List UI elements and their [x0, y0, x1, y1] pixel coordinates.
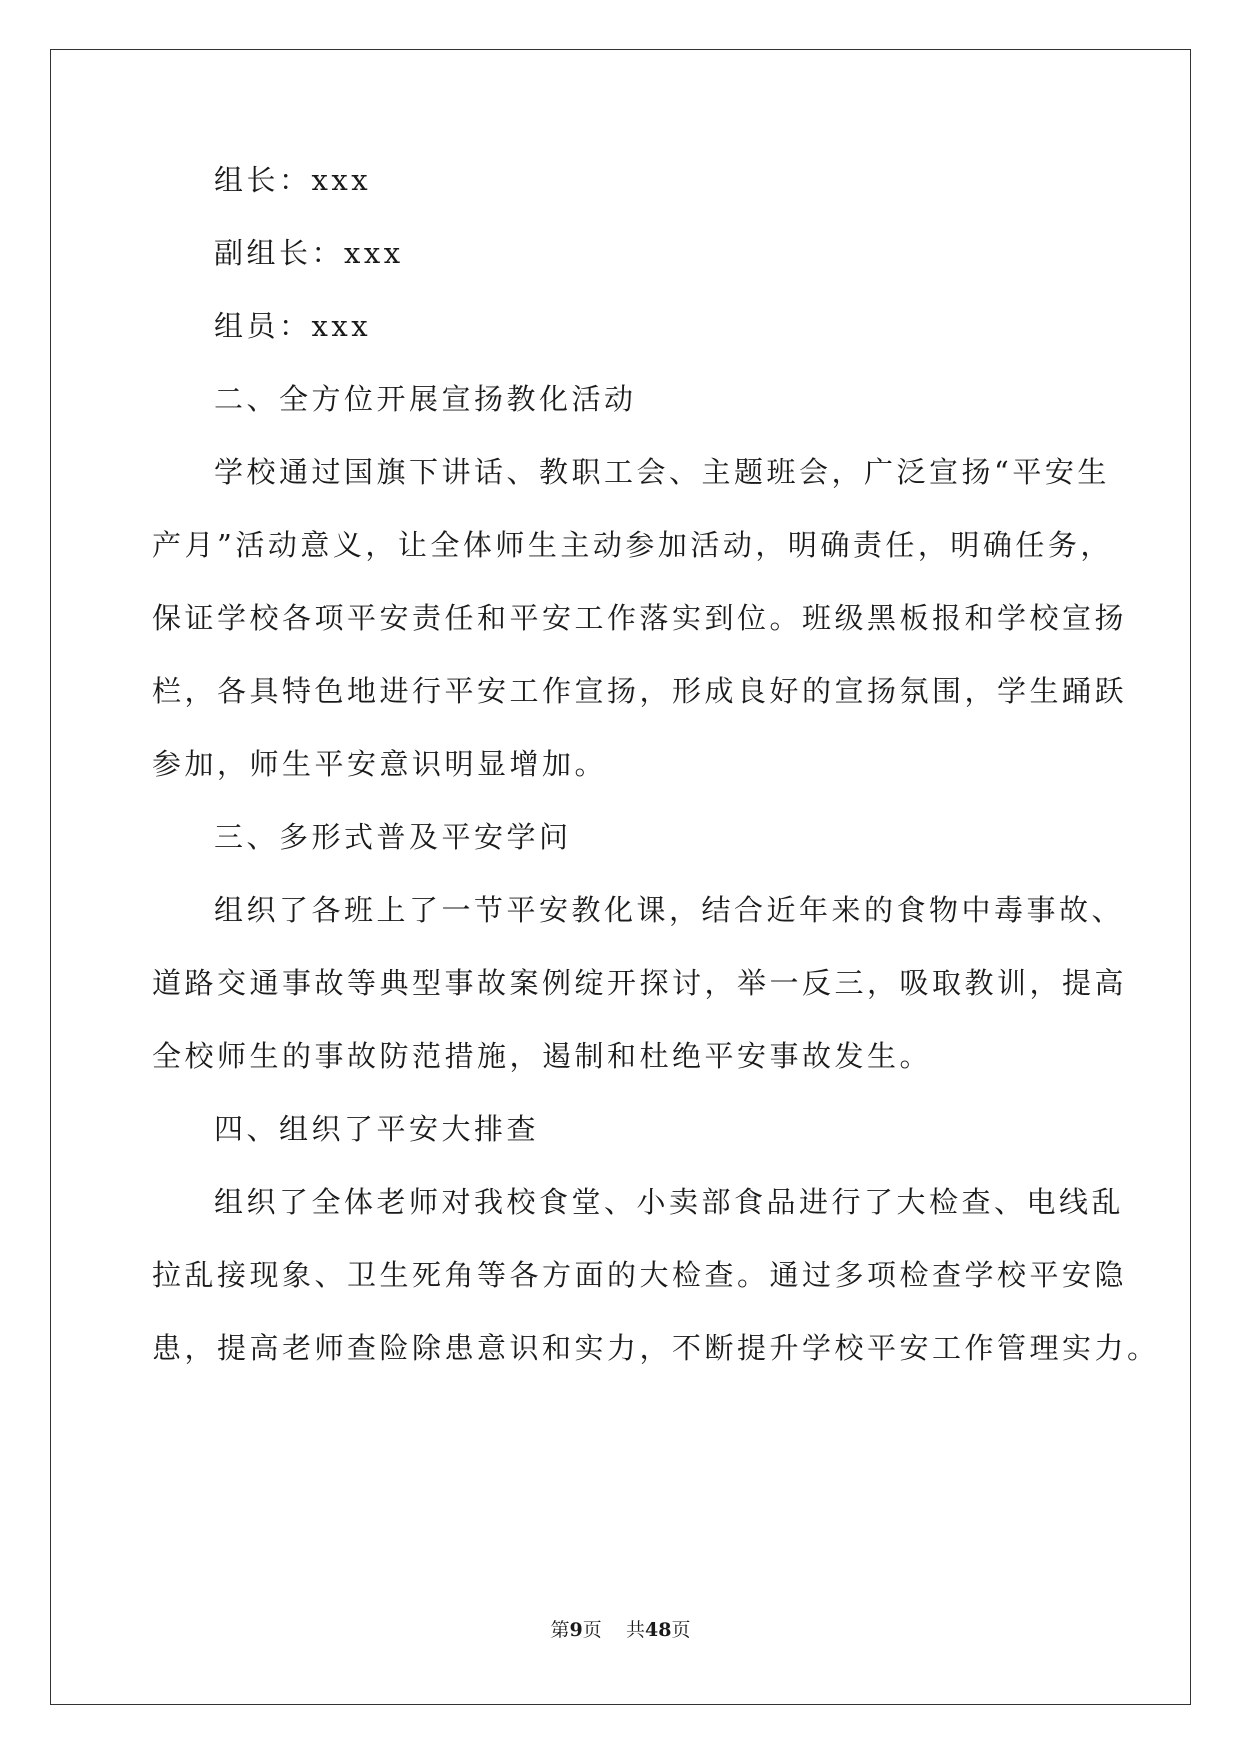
page-footer	[0, 1618, 1241, 1642]
section-heading-4: 四、组织了平安大排查	[214, 1112, 540, 1146]
total-page-number: 48	[644, 1619, 672, 1641]
paragraph-line: 拉乱接现象、卫生死角等各方面的大检查。通过多项检查学校平安隐	[152, 1258, 1128, 1292]
footer-page-unit: 页	[582, 1619, 602, 1641]
section-heading-3: 三、多形式普及平安学问	[214, 820, 572, 854]
current-page-number: 9	[569, 1619, 583, 1641]
paragraph-line: 栏，各具特色地进行平安工作宣扬，形成良好的宣扬氛围，学生踊跃	[152, 674, 1128, 708]
page-border	[50, 49, 1191, 1705]
paragraph-line: 产月”活动意义，让全体师生主动参加活动，明确责任，明确任务，	[152, 528, 1113, 562]
paragraph-line: 组织了各班上了一节平安教化课，结合近年来的食物中毒事故、	[214, 893, 1125, 927]
paragraph-line: 道路交通事故等典型事故案例绽开探讨，举一反三，吸取教训，提高	[152, 966, 1128, 1000]
paragraph-line: 患，提高老师查险除患意识和实力，不断提升学校平安工作管理实力。	[152, 1331, 1160, 1365]
paragraph-line: 全校师生的事故防范措施，遏制和杜绝平安事故发生。	[152, 1039, 933, 1073]
paragraph-line: 参加，师生平安意识明显增加。	[152, 747, 608, 781]
text-line-members: 组员：xxx	[214, 309, 372, 343]
section-heading-2: 二、全方位开展宣扬教化活动	[214, 382, 637, 416]
footer-prefix: 第	[550, 1619, 570, 1641]
paragraph-line: 保证学校各项平安责任和平安工作落实到位。班级黑板报和学校宣扬	[152, 601, 1128, 635]
paragraph-line: 学校通过国旗下讲话、教职工会、主题班会，广泛宣扬“平安生	[214, 455, 1110, 489]
text-line-leader: 组长：xxx	[214, 163, 372, 197]
footer-total-prefix: 共	[625, 1619, 645, 1641]
text-line-deputy-leader: 副组长：xxx	[214, 236, 404, 270]
footer-total-unit: 页	[671, 1619, 691, 1641]
paragraph-line: 组织了全体老师对我校食堂、小卖部食品进行了大检查、电线乱	[214, 1185, 1125, 1219]
